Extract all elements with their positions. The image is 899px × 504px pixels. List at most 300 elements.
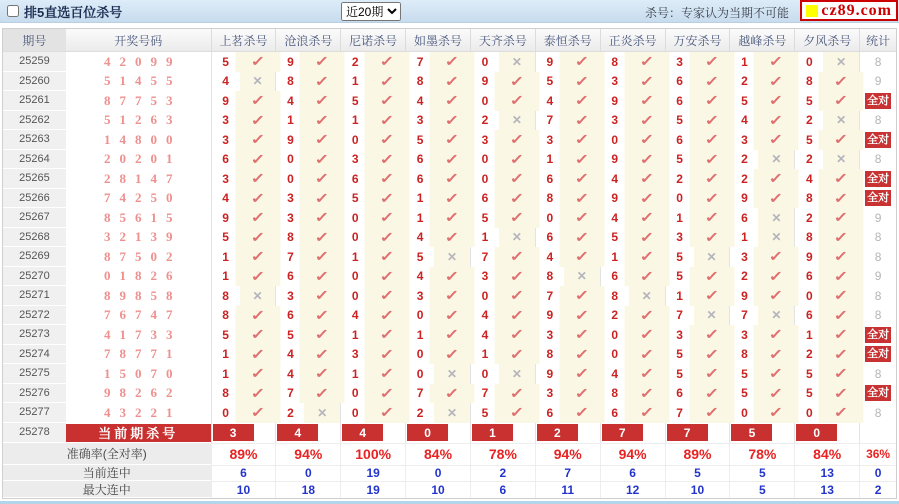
kill-number: 6 bbox=[416, 152, 424, 167]
summary-value: 19 bbox=[340, 466, 405, 482]
expert-cell bbox=[665, 130, 730, 150]
current-kill-number: 1 bbox=[472, 424, 513, 441]
period-cell: 25274 bbox=[3, 345, 66, 365]
kill-number: 8 bbox=[416, 74, 424, 89]
kill-number: 5 bbox=[676, 113, 683, 128]
winning-numbers: 41733 bbox=[103, 326, 182, 342]
stat-cell bbox=[859, 169, 896, 189]
expert-cell bbox=[340, 247, 405, 267]
expert-cell bbox=[275, 228, 340, 248]
hit-check-icon: ✓ bbox=[430, 267, 475, 287]
expert-cell bbox=[600, 111, 665, 131]
expert-cell bbox=[600, 72, 665, 92]
expert-cell bbox=[535, 325, 600, 345]
expert-cell bbox=[405, 111, 470, 131]
expert-cell bbox=[211, 364, 276, 384]
kill-number: 5 bbox=[351, 191, 359, 206]
table-row bbox=[3, 130, 896, 150]
kill-number: 8 bbox=[805, 191, 813, 206]
stat-cell: 9 bbox=[859, 208, 896, 228]
hit-check-icon: ✓ bbox=[300, 228, 345, 248]
kill-number: 3 bbox=[741, 132, 748, 147]
expert-cell bbox=[340, 345, 405, 365]
table-row bbox=[3, 345, 896, 365]
hit-check-icon: ✓ bbox=[235, 345, 280, 365]
kill-number: 0 bbox=[676, 191, 683, 206]
stat-cell: 8 bbox=[859, 52, 896, 72]
all-correct-badge: 全对 bbox=[867, 387, 890, 400]
expert-cell bbox=[470, 208, 535, 228]
kill-number: 6 bbox=[676, 386, 683, 401]
hit-check-icon: ✓ bbox=[430, 228, 475, 248]
expert-cell bbox=[405, 72, 470, 92]
kill-number: 1 bbox=[676, 288, 683, 303]
expert-cell bbox=[340, 130, 405, 150]
kill-number: 3 bbox=[741, 249, 748, 264]
kill-number: 3 bbox=[287, 191, 294, 206]
miss-cross-icon: ✕ bbox=[499, 111, 535, 131]
kill-number: 5 bbox=[481, 210, 489, 225]
summary-value: 0 bbox=[275, 466, 340, 482]
miss-cross-icon: ✕ bbox=[823, 111, 859, 131]
stat-cell: 9 bbox=[859, 267, 896, 287]
hit-check-icon: ✓ bbox=[624, 247, 669, 267]
kill-number: 0 bbox=[287, 152, 294, 167]
hit-check-icon: ✓ bbox=[365, 345, 410, 365]
hit-check-icon: ✓ bbox=[235, 208, 280, 228]
kill-number: 0 bbox=[546, 210, 554, 225]
hit-check-icon: ✓ bbox=[430, 286, 475, 306]
summary-value: 7 bbox=[535, 466, 600, 482]
expert-cell bbox=[470, 169, 535, 189]
table-row bbox=[3, 91, 896, 111]
expert-cell bbox=[535, 150, 600, 170]
hit-check-icon: ✓ bbox=[624, 52, 669, 72]
hit-check-icon: ✓ bbox=[559, 384, 604, 404]
summary-value: 94% bbox=[600, 444, 665, 465]
summary-value: 78% bbox=[729, 444, 794, 465]
kill-number: 6 bbox=[416, 171, 424, 186]
all-correct-badge: 全对 bbox=[867, 94, 890, 107]
current-period-label: 当前期杀号 bbox=[66, 424, 211, 442]
stat-cell: 8 bbox=[859, 247, 896, 267]
expert-cell bbox=[275, 267, 340, 287]
stat-cell: 8 bbox=[859, 364, 896, 384]
miss-cross-icon: ✕ bbox=[304, 403, 340, 423]
expert-cell bbox=[535, 208, 600, 228]
expert-cell bbox=[535, 130, 600, 150]
kill-number: 6 bbox=[222, 152, 229, 167]
summary-section bbox=[3, 443, 896, 498]
period-cell: 25278 bbox=[3, 423, 66, 443]
table-row bbox=[3, 169, 896, 189]
all-correct-badge: 全对 bbox=[867, 192, 890, 205]
kill-number: 0 bbox=[351, 132, 359, 147]
table-header-row bbox=[3, 29, 896, 52]
expert-cell bbox=[600, 267, 665, 287]
summary-value: 6 bbox=[211, 466, 276, 482]
kill-number: 1 bbox=[222, 249, 229, 264]
hit-check-icon: ✓ bbox=[754, 247, 799, 267]
expert-cell bbox=[470, 384, 535, 404]
kill-number: 0 bbox=[351, 288, 359, 303]
hit-check-icon: ✓ bbox=[559, 364, 604, 384]
expert-cell bbox=[340, 208, 405, 228]
expert-cell bbox=[340, 228, 405, 248]
winning-numbers: 74250 bbox=[103, 190, 182, 206]
summary-value: 94% bbox=[535, 444, 600, 465]
expert-cell bbox=[600, 384, 665, 404]
kill-number: 9 bbox=[546, 366, 554, 381]
kill-number: 5 bbox=[222, 327, 229, 342]
table-row bbox=[3, 286, 896, 306]
winning-numbers: 43221 bbox=[103, 404, 182, 420]
table-row bbox=[3, 111, 896, 131]
expert-cell bbox=[405, 130, 470, 150]
kill-number: 0 bbox=[351, 269, 359, 284]
hit-check-icon: ✓ bbox=[495, 130, 540, 150]
hit-check-icon: ✓ bbox=[559, 345, 604, 365]
expert-cell bbox=[600, 189, 665, 209]
current-kill-number: 0 bbox=[796, 424, 837, 441]
hit-check-icon: ✓ bbox=[430, 91, 475, 111]
kill-number: 7 bbox=[546, 113, 554, 128]
kill-number: 8 bbox=[546, 191, 554, 206]
expert-cell bbox=[211, 384, 276, 404]
hit-check-icon: ✓ bbox=[624, 91, 669, 111]
kill-number: 2 bbox=[676, 171, 683, 186]
kill-number: 1 bbox=[481, 230, 489, 245]
summary-value: 84% bbox=[794, 444, 859, 465]
expert-cell bbox=[340, 111, 405, 131]
hit-check-icon: ✓ bbox=[624, 325, 669, 345]
expert-cell bbox=[275, 52, 340, 72]
expert-cell bbox=[470, 403, 535, 423]
expert-cell bbox=[535, 72, 600, 92]
expert-cell bbox=[340, 364, 405, 384]
expert-cell bbox=[729, 169, 794, 189]
kill-number: 3 bbox=[741, 327, 748, 342]
hit-check-icon: ✓ bbox=[235, 403, 280, 423]
expert-cell bbox=[794, 130, 859, 150]
period-range-select[interactable] bbox=[341, 2, 401, 21]
period-cell: 25264 bbox=[3, 150, 66, 170]
kill-number: 8 bbox=[546, 347, 554, 362]
table-select-checkbox[interactable] bbox=[7, 5, 19, 17]
expert-cell bbox=[665, 423, 730, 443]
hit-check-icon: ✓ bbox=[819, 306, 864, 326]
kill-number: 3 bbox=[546, 386, 554, 401]
kill-number: 0 bbox=[481, 93, 489, 108]
header-expert: 正炎杀号 bbox=[600, 29, 665, 51]
expert-cell bbox=[275, 130, 340, 150]
winning-numbers: 76747 bbox=[103, 307, 182, 323]
current-kill-number: 0 bbox=[407, 424, 448, 441]
expert-cell bbox=[794, 189, 859, 209]
hit-check-icon: ✓ bbox=[559, 91, 604, 111]
expert-cell bbox=[211, 228, 276, 248]
kill-number: 5 bbox=[741, 366, 748, 381]
expert-cell bbox=[535, 384, 600, 404]
expert-cell bbox=[470, 111, 535, 131]
expert-cell bbox=[600, 364, 665, 384]
kill-number: 2 bbox=[351, 54, 359, 69]
hit-check-icon: ✓ bbox=[300, 306, 345, 326]
expert-cell bbox=[405, 169, 470, 189]
kill-number: 9 bbox=[287, 54, 294, 69]
header-period: 期号 bbox=[3, 29, 66, 51]
stat-cell bbox=[859, 91, 896, 111]
summary-value: 78% bbox=[470, 444, 535, 465]
expert-cell bbox=[665, 384, 730, 404]
hit-check-icon: ✓ bbox=[495, 267, 540, 287]
expert-cell bbox=[665, 208, 730, 228]
hit-check-icon: ✓ bbox=[754, 169, 799, 189]
summary-value: 13 bbox=[794, 466, 859, 482]
hit-check-icon: ✓ bbox=[689, 189, 734, 209]
hit-check-icon: ✓ bbox=[624, 111, 669, 131]
kill-number: 1 bbox=[741, 230, 748, 245]
kill-number: 5 bbox=[287, 327, 294, 342]
kill-number: 5 bbox=[741, 93, 748, 108]
summary-value: 13 bbox=[794, 482, 859, 498]
expert-cell bbox=[275, 189, 340, 209]
expert-cell bbox=[340, 325, 405, 345]
period-cell: 25275 bbox=[3, 364, 66, 384]
hit-check-icon: ✓ bbox=[235, 306, 280, 326]
kill-number: 2 bbox=[805, 152, 813, 167]
period-cell: 25271 bbox=[3, 286, 66, 306]
hit-check-icon: ✓ bbox=[235, 384, 280, 404]
hit-check-icon: ✓ bbox=[495, 247, 540, 267]
expert-cell bbox=[729, 91, 794, 111]
hit-check-icon: ✓ bbox=[819, 345, 864, 365]
kill-number: 3 bbox=[676, 230, 683, 245]
expert-cell bbox=[600, 169, 665, 189]
expert-cell bbox=[340, 91, 405, 111]
hit-check-icon: ✓ bbox=[754, 72, 799, 92]
expert-cell bbox=[275, 384, 340, 404]
winning-numbers: 98262 bbox=[103, 385, 182, 401]
kill-number: 1 bbox=[416, 191, 424, 206]
summary-value: 5 bbox=[665, 466, 730, 482]
kill-number: 2 bbox=[741, 171, 748, 186]
summary-value: 18 bbox=[275, 482, 340, 498]
expert-cell bbox=[794, 208, 859, 228]
hit-check-icon: ✓ bbox=[365, 111, 410, 131]
period-cell: 25259 bbox=[3, 52, 66, 72]
winning-numbers: 01826 bbox=[103, 268, 182, 284]
summary-stat-value: 36% bbox=[859, 444, 896, 465]
expert-cell bbox=[405, 189, 470, 209]
expert-cell bbox=[665, 228, 730, 248]
header-stat: 统计 bbox=[859, 29, 896, 51]
period-cell: 25263 bbox=[3, 130, 66, 150]
summary-row bbox=[3, 465, 896, 482]
all-correct-badge: 全对 bbox=[867, 172, 890, 185]
expert-cell bbox=[665, 72, 730, 92]
current-kill-number: 7 bbox=[602, 424, 643, 441]
hit-check-icon: ✓ bbox=[430, 208, 475, 228]
expert-cell bbox=[665, 111, 730, 131]
expert-cell bbox=[470, 364, 535, 384]
expert-cell bbox=[405, 403, 470, 423]
kill-number: 2 bbox=[805, 347, 813, 362]
hit-check-icon: ✓ bbox=[819, 91, 864, 111]
kill-number: 8 bbox=[222, 308, 229, 323]
kill-number: 6 bbox=[611, 269, 619, 284]
expert-cell bbox=[729, 130, 794, 150]
hit-check-icon: ✓ bbox=[689, 91, 734, 111]
kill-number: 1 bbox=[805, 327, 813, 342]
hit-check-icon: ✓ bbox=[235, 247, 280, 267]
hit-check-icon: ✓ bbox=[300, 364, 345, 384]
hit-check-icon: ✓ bbox=[559, 208, 604, 228]
hit-check-icon: ✓ bbox=[235, 150, 280, 170]
hit-check-icon: ✓ bbox=[624, 72, 669, 92]
kill-number: 3 bbox=[222, 113, 229, 128]
winning-numbers: 51455 bbox=[103, 73, 182, 89]
hit-check-icon: ✓ bbox=[300, 111, 345, 131]
expert-cell bbox=[535, 189, 600, 209]
expert-cell bbox=[405, 228, 470, 248]
miss-cross-icon: ✕ bbox=[499, 52, 535, 72]
kill-number: 1 bbox=[222, 347, 229, 362]
hit-check-icon: ✓ bbox=[300, 169, 345, 189]
kill-number: 4 bbox=[611, 366, 619, 381]
current-kill-number: 2 bbox=[537, 424, 578, 441]
expert-cell bbox=[794, 169, 859, 189]
hit-check-icon: ✓ bbox=[689, 325, 734, 345]
stat-cell: 8 bbox=[859, 150, 896, 170]
expert-cell bbox=[600, 345, 665, 365]
kill-number: 8 bbox=[611, 288, 619, 303]
expert-cell bbox=[729, 423, 794, 443]
kill-number: 7 bbox=[287, 249, 294, 264]
summary-value: 12 bbox=[600, 482, 665, 498]
kill-number: 6 bbox=[351, 171, 359, 186]
hit-check-icon: ✓ bbox=[430, 52, 475, 72]
summary-value: 10 bbox=[211, 482, 276, 498]
kill-number: 5 bbox=[805, 386, 813, 401]
expert-cell bbox=[535, 228, 600, 248]
expert-cell bbox=[405, 208, 470, 228]
expert-cell bbox=[405, 325, 470, 345]
kill-number: 2 bbox=[741, 269, 748, 284]
kill-number: 7 bbox=[741, 308, 748, 323]
expert-cell bbox=[665, 169, 730, 189]
kill-number: 1 bbox=[351, 249, 359, 264]
kill-number: 3 bbox=[676, 54, 683, 69]
hit-check-icon: ✓ bbox=[495, 189, 540, 209]
table-row bbox=[3, 325, 896, 345]
expert-cell bbox=[665, 364, 730, 384]
kill-number: 6 bbox=[741, 210, 748, 225]
hit-check-icon: ✓ bbox=[819, 72, 864, 92]
hit-check-icon: ✓ bbox=[235, 52, 280, 72]
kill-number: 6 bbox=[805, 269, 813, 284]
kill-number: 6 bbox=[546, 230, 554, 245]
hit-check-icon: ✓ bbox=[819, 403, 864, 423]
kill-number: 8 bbox=[805, 230, 813, 245]
winning-numbers: 20201 bbox=[103, 151, 182, 167]
kill-number: 3 bbox=[416, 113, 424, 128]
expert-cell bbox=[535, 52, 600, 72]
hit-check-icon: ✓ bbox=[624, 169, 669, 189]
kill-number: 1 bbox=[351, 327, 359, 342]
expert-cell bbox=[275, 286, 340, 306]
kill-number: 4 bbox=[287, 93, 294, 108]
expert-cell bbox=[535, 286, 600, 306]
hit-check-icon: ✓ bbox=[559, 111, 604, 131]
summary-value: 100% bbox=[340, 444, 405, 465]
table-row bbox=[3, 208, 896, 228]
expert-cell bbox=[794, 247, 859, 267]
kill-number: 0 bbox=[611, 347, 619, 362]
hit-check-icon: ✓ bbox=[689, 169, 734, 189]
kill-number: 5 bbox=[416, 132, 424, 147]
header-expert: 夕风杀号 bbox=[794, 29, 859, 51]
expert-cell bbox=[340, 403, 405, 423]
kill-number: 1 bbox=[676, 210, 683, 225]
hit-check-icon: ✓ bbox=[430, 189, 475, 209]
expert-cell bbox=[405, 150, 470, 170]
kill-number: 6 bbox=[611, 405, 619, 420]
expert-cell bbox=[665, 403, 730, 423]
summary-row bbox=[3, 481, 896, 498]
hit-check-icon: ✓ bbox=[624, 150, 669, 170]
kill-number: 3 bbox=[351, 347, 359, 362]
hit-check-icon: ✓ bbox=[235, 189, 280, 209]
expert-cell bbox=[405, 384, 470, 404]
stat-cell: 8 bbox=[859, 403, 896, 423]
winning-numbers: 89858 bbox=[103, 287, 182, 303]
kill-number: 0 bbox=[416, 347, 424, 362]
kill-number: 3 bbox=[351, 152, 359, 167]
hit-check-icon: ✓ bbox=[819, 247, 864, 267]
expert-cell bbox=[665, 345, 730, 365]
summary-value: 89% bbox=[665, 444, 730, 465]
kill-number: 6 bbox=[676, 74, 683, 89]
table-row bbox=[3, 72, 896, 92]
kill-number: 2 bbox=[416, 405, 424, 420]
kill-number: 1 bbox=[222, 366, 229, 381]
hit-check-icon: ✓ bbox=[754, 364, 799, 384]
kill-number: 8 bbox=[611, 386, 619, 401]
kill-number: 3 bbox=[222, 132, 229, 147]
miss-cross-icon: ✕ bbox=[694, 247, 730, 267]
expert-cell bbox=[470, 423, 535, 443]
hit-check-icon: ✓ bbox=[430, 111, 475, 131]
kill-number: 4 bbox=[222, 74, 229, 89]
period-cell: 25265 bbox=[3, 169, 66, 189]
kill-number: 6 bbox=[546, 405, 554, 420]
hit-check-icon: ✓ bbox=[819, 267, 864, 287]
all-correct-badge: 全对 bbox=[867, 328, 890, 341]
kill-number: 5 bbox=[676, 366, 683, 381]
summary-value: 5 bbox=[729, 482, 794, 498]
site-logo[interactable] bbox=[800, 0, 898, 21]
expert-cell bbox=[405, 91, 470, 111]
kill-number: 5 bbox=[222, 54, 229, 69]
header-expert: 上茗杀号 bbox=[211, 29, 276, 51]
expert-cell bbox=[340, 306, 405, 326]
winning-numbers: 32139 bbox=[103, 229, 182, 245]
hit-check-icon: ✓ bbox=[235, 267, 280, 287]
expert-cell bbox=[535, 364, 600, 384]
expert-cell bbox=[211, 286, 276, 306]
expert-cell bbox=[211, 91, 276, 111]
